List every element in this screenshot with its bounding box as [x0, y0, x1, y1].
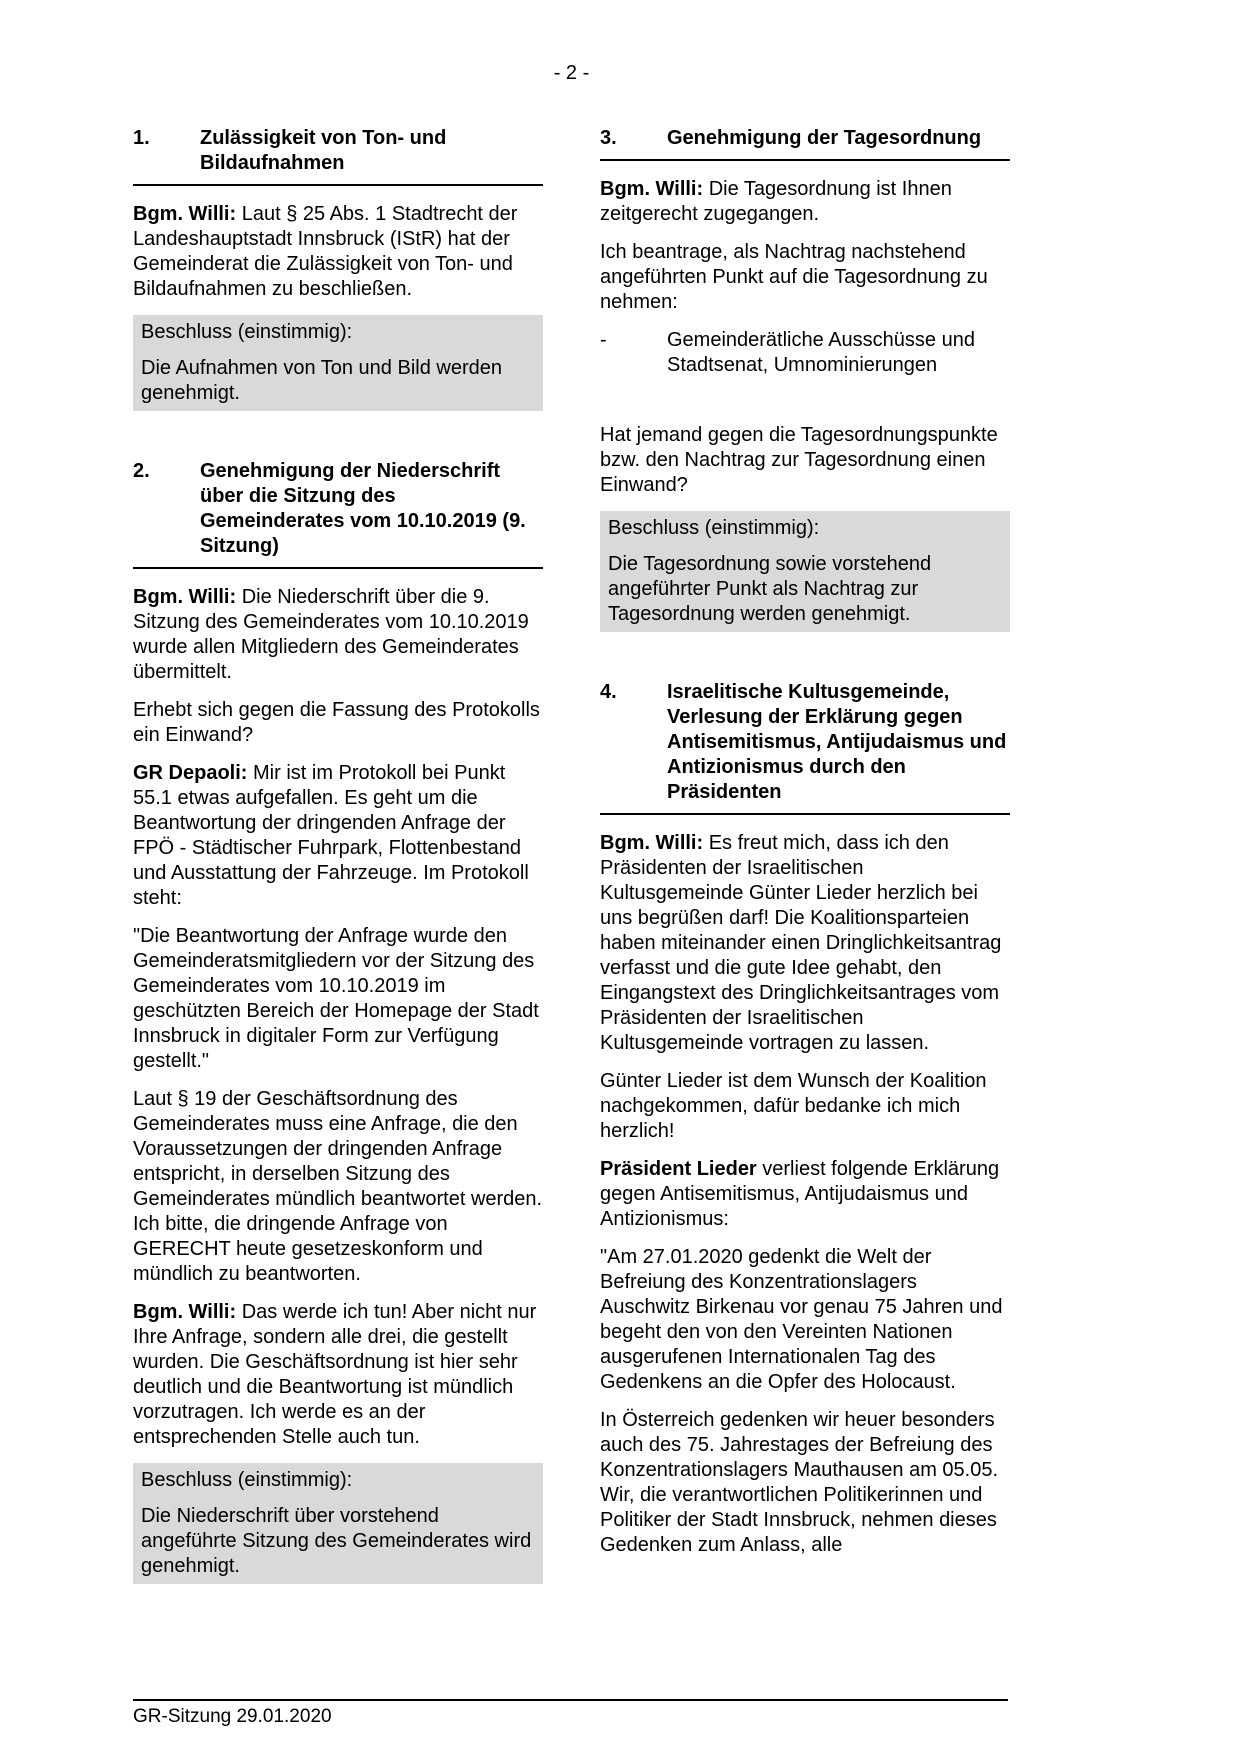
decision-label: Beschluss (einstimmig): — [608, 517, 820, 539]
paragraph: Günter Lieder ist dem Wunsch der Koalition nachgekommen, dafür bedanke ich mich herzlich! — [600, 1070, 987, 1142]
footer-divider — [133, 1699, 1008, 1701]
section-title: Zulässigkeit von Ton- und Bildaufnahmen — [200, 127, 447, 174]
decision-block — [133, 315, 543, 411]
speaker-name: Bgm. Willi: — [133, 203, 237, 225]
list-item-text: Gemeinderätliche Ausschüsse und Stadtsenat, Umnominierungen — [667, 329, 975, 376]
list-marker: - — [600, 329, 607, 351]
paragraph: Bgm. Willi: Die Niederschrift über die 9. Sitzung des Gemeinderates vom 10.10.2019 wurde allen Mitgliedern des Gemeinderates übermittelt. — [133, 586, 529, 683]
section-heading — [600, 126, 1010, 161]
right-column — [600, 126, 1010, 1597]
agenda-section — [600, 126, 1010, 632]
decision-label: Beschluss (einstimmig): — [141, 1469, 353, 1491]
agenda-section — [600, 680, 1010, 1558]
paragraph: Bgm. Willi: Laut § 25 Abs. 1 Stadtrecht der Landeshauptstadt Innsbruck (IStR) hat der Gemeinderat die Zulässigkeit von Ton- und Bildaufnahmen zu beschließen. — [133, 203, 518, 300]
speaker-name: Bgm. Willi: — [600, 832, 704, 854]
agenda-list-item — [600, 328, 1010, 378]
decision-block — [133, 1463, 543, 1584]
decision-text: Die Tagesordnung sowie vorstehend angeführter Punkt als Nachtrag zur Tagesordnung werden genehmigt. — [608, 553, 932, 625]
footer-text: GR-Sitzung 29.01.2020 — [133, 1706, 332, 1727]
document-content — [133, 126, 1010, 1597]
page-footer — [133, 1699, 1008, 1728]
paragraph: GR Depaoli: Mir ist im Protokoll bei Punkt 55.1 etwas aufgefallen. Es geht um die Beantwortung der dringenden Anfrage der FPÖ - Städtischer Fuhrpark, Flottenbestand und Ausstattung der Fahrzeuge. Im Protokoll steht: — [133, 762, 529, 909]
agenda-section — [133, 126, 543, 411]
paragraph: Hat jemand gegen die Tagesordnungspunkte bzw. den Nachtrag zur Tagesordnung einen Einwand? — [600, 424, 998, 496]
decision-label: Beschluss (einstimmig): — [141, 321, 353, 343]
paragraph: Bgm. Willi: Es freut mich, dass ich den Präsidenten der Israelitischen Kultusgemeinde Günter Lieder herzlich bei uns begrüßen darf! Die Koalitionsparteien haben miteinander einen Dringlichkeitsantrag verfasst und die gute Idee gehabt, den Eingangstext des Dringlichkeitsantrages vom Präsidenten der Israelitischen Kultusgemeinde vortragen zu lassen. — [600, 832, 1002, 1054]
speaker-name: Präsident Lieder — [600, 1158, 757, 1180]
decision-text: Die Aufnahmen von Ton und Bild werden genehmigt. — [141, 357, 502, 404]
paragraph: Bgm. Willi: Die Tagesordnung ist Ihnen zeitgerecht zugegangen. — [600, 178, 952, 225]
section-number: 4. — [600, 681, 617, 703]
decision-text: Die Niederschrift über vorstehend angeführte Sitzung des Gemeinderates wird genehmigt. — [141, 1505, 532, 1577]
paragraph: Laut § 19 der Geschäftsordnung des Gemeinderates muss eine Anfrage, die den Voraussetzungen der dringenden Anfrage entspricht, in derselben Sitzung des Gemeinderates mündlich beantwortet werden. Ich bitte, die dringende Anfrage von GERECHT heute gesetzeskonform und mündlich zu beantworten. — [133, 1088, 543, 1285]
speaker-name: Bgm. Willi: — [600, 178, 704, 200]
page-number: - 2 - — [553, 62, 590, 84]
section-title: Genehmigung der Niederschrift über die Sitzung des Gemeinderates vom 10.10.2019 (9. Sitzung) — [200, 460, 526, 557]
paragraph: Bgm. Willi: Das werde ich tun! Aber nicht nur Ihre Anfrage, sondern alle drei, die gestellt wurden. Die Geschäftsordnung ist hier sehr deutlich und die Beantwortung ist mündlich vorzutragen. Ich werde es an der entsprechenden Stelle auch tun. — [133, 1301, 537, 1448]
decision-block — [600, 511, 1010, 632]
paragraph: Erhebt sich gegen die Fassung des Protokolls ein Einwand? — [133, 699, 540, 746]
speaker-name: Bgm. Willi: — [133, 586, 237, 608]
section-heading — [133, 126, 543, 186]
section-title: Genehmigung der Tagesordnung — [667, 127, 982, 149]
speaker-name: GR Depaoli: — [133, 762, 248, 784]
paragraph: Präsident Lieder verliest folgende Erklärung gegen Antisemitismus, Antijudaismus und Antizionismus: — [600, 1158, 1000, 1230]
quote-paragraph: "Am 27.01.2020 gedenkt die Welt der Befreiung des Konzentrationslagers Auschwitz Birkenau vor genau 75 Jahren und begeht den von den Vereinten Nationen ausgerufenen Internationalen Tag des Gedenkens an die Opfer des Holocaust. — [600, 1246, 1003, 1393]
section-title: Israelitische Kultusgemeinde, Verlesung der Erklärung gegen Antisemitismus, Antijudaismus und Antizionismus durch den Präsidenten — [667, 681, 1007, 803]
section-number: 3. — [600, 127, 617, 149]
paragraph: Ich beantrage, als Nachtrag nachstehend angeführten Punkt auf die Tagesordnung zu nehmen: — [600, 241, 988, 313]
agenda-section — [133, 459, 543, 1584]
left-column — [133, 126, 543, 1597]
quote-paragraph: "Die Beantwortung der Anfrage wurde den Gemeinderatsmitgliedern vor der Sitzung des Gemeinderates vom 10.10.2019 im geschützten Bereich der Homepage der Stadt Innsbruck in digitaler Form zur Verfügung gestellt." — [133, 925, 539, 1072]
paragraph: In Österreich gedenken wir heuer besonders auch des 75. Jahrestages der Befreiung des Konzentrationslagers Mauthausen am 05.05. Wir, die verantwortlichen Politikerinnen und Politiker der Stadt Innsbruck, nehmen dieses Gedenken zum Anlass, alle — [600, 1409, 999, 1556]
section-heading — [133, 459, 543, 569]
section-number: 2. — [133, 460, 150, 482]
section-heading — [600, 680, 1010, 815]
section-number: 1. — [133, 127, 150, 149]
speaker-name: Bgm. Willi: — [133, 1301, 237, 1323]
